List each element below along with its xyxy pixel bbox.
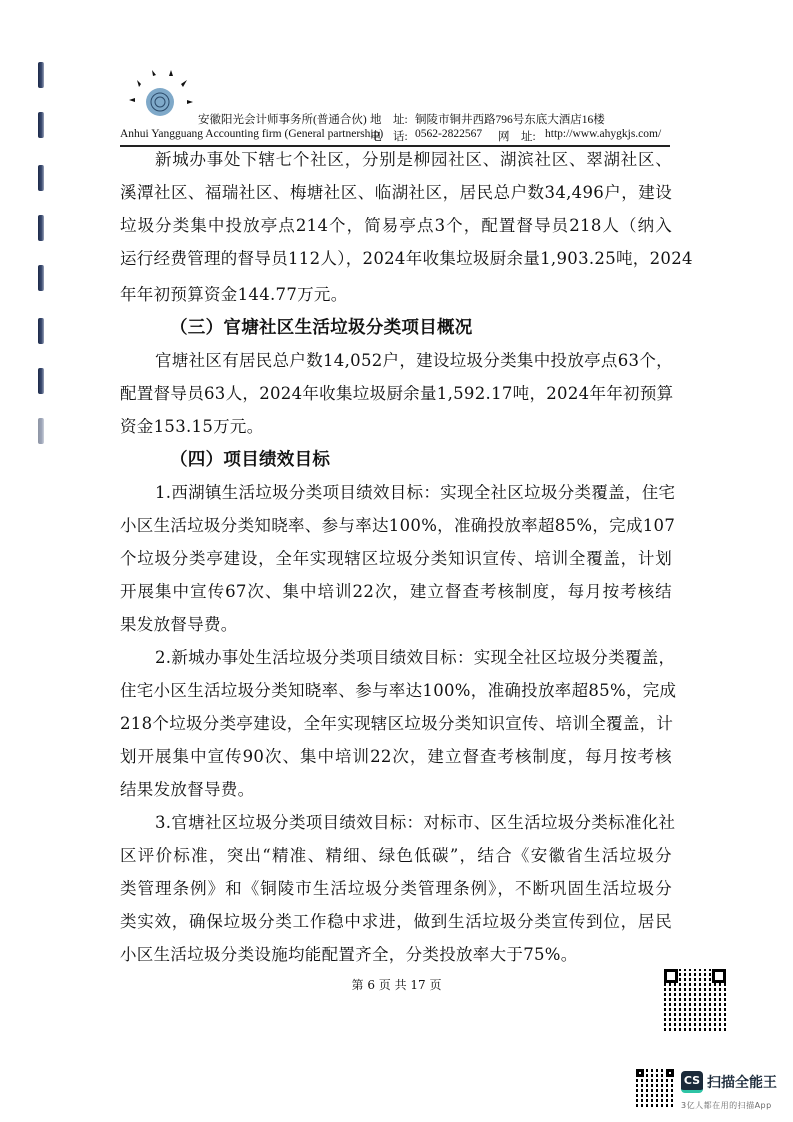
text-line: 官塘社区有居民总户数14,052户，建设垃圾分类集中投放亭点63个， bbox=[155, 351, 673, 370]
firm-name-cn: 安徽阳光会计师事务所(普通合伙) bbox=[198, 114, 367, 126]
text-line: 资金153.15万元。 bbox=[120, 417, 264, 436]
binding-mark bbox=[38, 62, 44, 88]
text-line: 个垃圾分类亭建设，全年实现辖区垃圾分类知识宣传、培训全覆盖，计划 bbox=[120, 549, 672, 568]
section-heading: （三）官塘社区生活垃圾分类项目概况 bbox=[170, 318, 473, 338]
address-label: 地 址: bbox=[370, 114, 408, 126]
binding-mark bbox=[38, 215, 44, 241]
page-number: 第 6 页 共 17 页 bbox=[351, 978, 442, 992]
firm-logo bbox=[127, 70, 197, 120]
phone: 0562-2822567 bbox=[415, 128, 483, 140]
binding-mark bbox=[38, 418, 44, 444]
text-line: 类实效，确保垃圾分类工作稳中求进，做到生活垃圾分类宣传到位，居民 bbox=[120, 912, 672, 931]
binding-mark bbox=[38, 318, 44, 344]
header-rule bbox=[120, 145, 670, 147]
scanner-tagline: 3亿人都在用的扫描App bbox=[681, 1101, 772, 1110]
binding-mark bbox=[38, 112, 44, 138]
text-line: 溪潭社区、福瑞社区、梅塘社区、临湖社区，居民总户数34,496户，建设 bbox=[120, 183, 672, 202]
firm-name-en: Anhui Yangguang Accounting firm (General partnership) bbox=[120, 128, 384, 140]
text-line: 运行经费管理的督导员112人），2024年收集垃圾厨余量1,903.25吨，2024 bbox=[120, 249, 693, 268]
text-line: 小区生活垃圾分类设施均能配置齐全，分类投放率大于75%。 bbox=[120, 945, 578, 964]
text-line: 结果发放督导费。 bbox=[120, 780, 255, 799]
text-line: 类管理条例》和《铜陵市生活垃圾分类管理条例》，不断巩固生活垃圾分 bbox=[120, 879, 672, 898]
text-line: 配置督导员63人，2024年收集垃圾厨余量1,592.17吨，2024年年初预算 bbox=[120, 384, 674, 403]
section-heading: （四）项目绩效目标 bbox=[170, 450, 331, 470]
qr-code bbox=[664, 969, 726, 1031]
phone-label: 电 话: bbox=[370, 131, 408, 143]
text-line: 3.官塘社区垃圾分类项目绩效目标：对标市、区生活垃圾分类标准化社 bbox=[155, 813, 676, 832]
text-line: 划开展集中宣传90次、集中培训22次，建立督查考核制度，每月按考核 bbox=[120, 747, 672, 766]
text-line: 1.西湖镇生活垃圾分类项目绩效目标：实现全社区垃圾分类覆盖，住宅 bbox=[155, 483, 676, 502]
address: 铜陵市铜井西路796号东底大酒店16楼 bbox=[415, 114, 605, 126]
text-line: 果发放督导费。 bbox=[120, 615, 238, 634]
text-line: 年年初预算资金144.77万元。 bbox=[120, 285, 348, 304]
binding-mark bbox=[38, 165, 44, 191]
text-line: 新城办事处下辖七个社区，分别是柳园社区、湖滨社区、翠湖社区、 bbox=[155, 150, 672, 169]
camscanner-logo: CS bbox=[681, 1071, 703, 1093]
binding-mark bbox=[38, 368, 44, 394]
scanner-app-name: 扫描全能王 bbox=[707, 1075, 777, 1091]
text-line: 住宅小区生活垃圾分类知晓率、参与率达100%，准确投放率超85%，完成 bbox=[120, 681, 677, 700]
text-line: 区评价标准，突出“精准、精细、绿色低碳”，结合《安徽省生活垃圾分 bbox=[120, 846, 672, 865]
text-line: 218个垃圾分类亭建设，全年实现辖区垃圾分类知识宣传、培训全覆盖，计 bbox=[120, 714, 674, 733]
text-line: 2.新城办事处生活垃圾分类项目绩效目标：实现全社区垃圾分类覆盖， bbox=[155, 648, 676, 667]
text-line: 开展集中宣传67次、集中培训22次，建立督查考核制度，每月按考核结 bbox=[120, 582, 672, 601]
text-line: 小区生活垃圾分类知晓率、参与率达100%，准确投放率超85%，完成107 bbox=[120, 516, 676, 535]
web-label: 网 址: bbox=[498, 131, 536, 143]
website-link[interactable]: http://www.ahygkjs.com/ bbox=[545, 128, 662, 140]
binding-mark bbox=[38, 265, 44, 291]
text-line: 垃圾分类集中投放亭点214个，简易亭点3个，配置督导员218人（纳入 bbox=[120, 216, 672, 235]
scanner-qr-code bbox=[636, 1069, 674, 1107]
